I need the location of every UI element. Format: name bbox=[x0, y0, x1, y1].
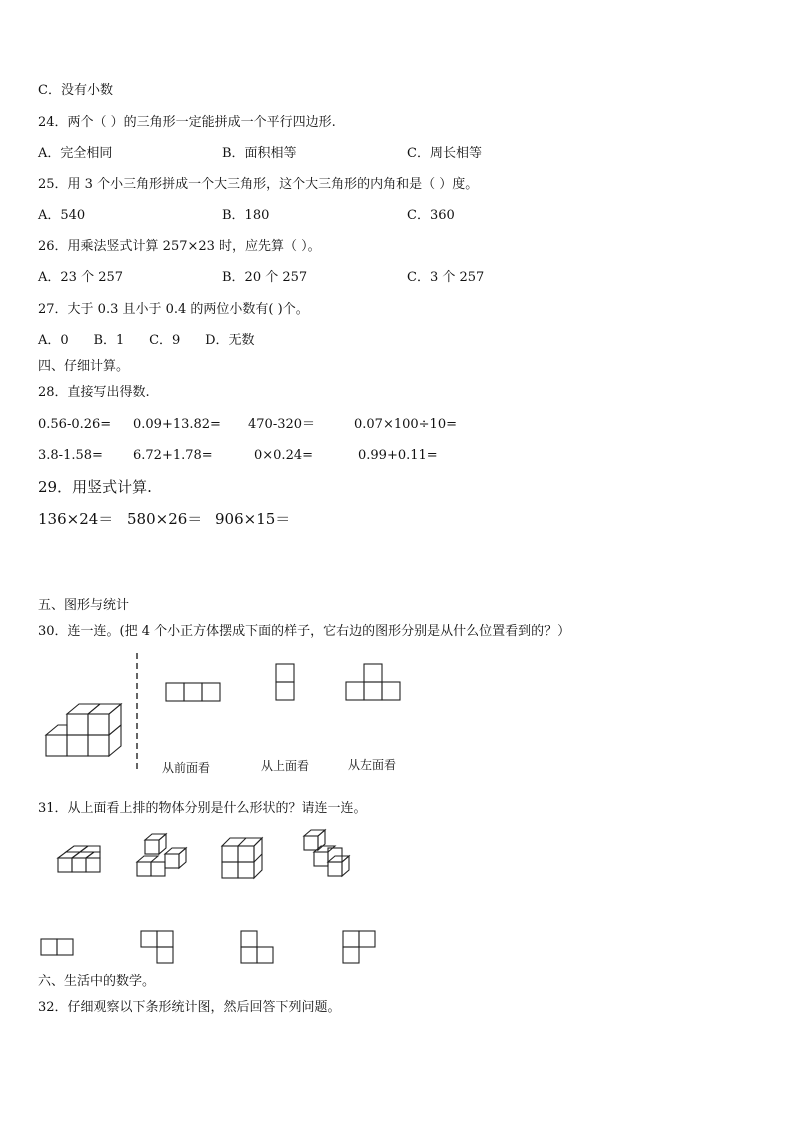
view-three-in-row bbox=[165, 682, 223, 703]
question-29: 29．用竖式计算. bbox=[38, 478, 152, 496]
calc-item: 0.09+13.82= bbox=[133, 417, 221, 432]
view-two-stacked bbox=[275, 663, 297, 703]
q27-options: A．0 B．1 C．9 D．无数 bbox=[38, 333, 255, 348]
view-label-top: 从上面看 bbox=[261, 759, 310, 773]
calc-item: 0.56-0.26= bbox=[38, 417, 112, 432]
view-label-left: 从左面看 bbox=[348, 758, 397, 772]
q24-option-c: C．周长相等 bbox=[407, 146, 482, 161]
section-5-title: 五、图形与统计 bbox=[38, 598, 130, 613]
top-view-option-4 bbox=[342, 930, 380, 966]
top-view-option-2 bbox=[140, 930, 178, 966]
q24-option-a: A．完全相同 bbox=[38, 146, 113, 161]
question-26: 26．用乘法竖式计算 257×23 时，应先算（ ）。 bbox=[38, 239, 321, 254]
top-view-option-1 bbox=[40, 938, 78, 958]
section-6-title: 六、生活中的数学。 bbox=[38, 974, 156, 989]
vertical-calc-item: 906×15＝ bbox=[215, 510, 291, 528]
calc-item: 0×0.24= bbox=[254, 448, 314, 463]
object-figure-2 bbox=[135, 830, 187, 882]
object-figure-1 bbox=[56, 840, 104, 880]
top-view-option-3 bbox=[240, 930, 278, 966]
section-4-title: 四、仔细计算。 bbox=[38, 359, 130, 374]
object-figure-4 bbox=[300, 828, 354, 880]
question-25: 25．用 3 个小三角形拼成一个大三角形，这个大三角形的内角和是（ ）度。 bbox=[38, 177, 479, 192]
vertical-calc-item: 580×26＝ bbox=[127, 510, 203, 528]
dashed-divider bbox=[134, 653, 140, 773]
question-27: 27．大于 0.3 且小于 0.4 的两位小数有( )个。 bbox=[38, 302, 309, 317]
q26-option-a: A．23 个 257 bbox=[38, 270, 124, 285]
option-c-no-decimal: C．没有小数 bbox=[38, 83, 113, 98]
question-31: 31．从上面看上排的物体分别是什么形状的？请连一连。 bbox=[38, 801, 367, 816]
q26-option-c: C．3 个 257 bbox=[407, 270, 485, 285]
calc-item: 6.72+1.78= bbox=[133, 448, 213, 463]
calc-item: 470-320＝ bbox=[248, 417, 316, 432]
calc-item: 3.8-1.58= bbox=[38, 448, 103, 463]
question-32: 32．仔细观察以下条形统计图，然后回答下列问题。 bbox=[38, 1000, 341, 1015]
view-t-shape bbox=[345, 663, 405, 703]
calc-item: 0.07×100÷10= bbox=[354, 417, 457, 432]
q25-option-b: B．180 bbox=[222, 208, 270, 223]
q25-option-c: C．360 bbox=[407, 208, 455, 223]
calc-item: 0.99+0.11= bbox=[358, 448, 438, 463]
view-label-front: 从前面看 bbox=[162, 761, 211, 775]
q26-option-b: B．20 个 257 bbox=[222, 270, 308, 285]
q24-option-b: B．面积相等 bbox=[222, 146, 297, 161]
vertical-calc-item: 136×24＝ bbox=[38, 510, 114, 528]
q25-option-a: A．540 bbox=[38, 208, 86, 223]
question-24: 24．两个（ ）的三角形一定能拼成一个平行四边形. bbox=[38, 115, 336, 130]
question-30: 30．连一连。(把 4 个小正方体摆成下面的样子，它右边的图形分别是从什么位置看到的？） bbox=[38, 624, 571, 639]
object-figure-3 bbox=[220, 832, 268, 880]
cube-stack-figure bbox=[40, 700, 130, 762]
question-28: 28．直接写出得数. bbox=[38, 385, 150, 400]
